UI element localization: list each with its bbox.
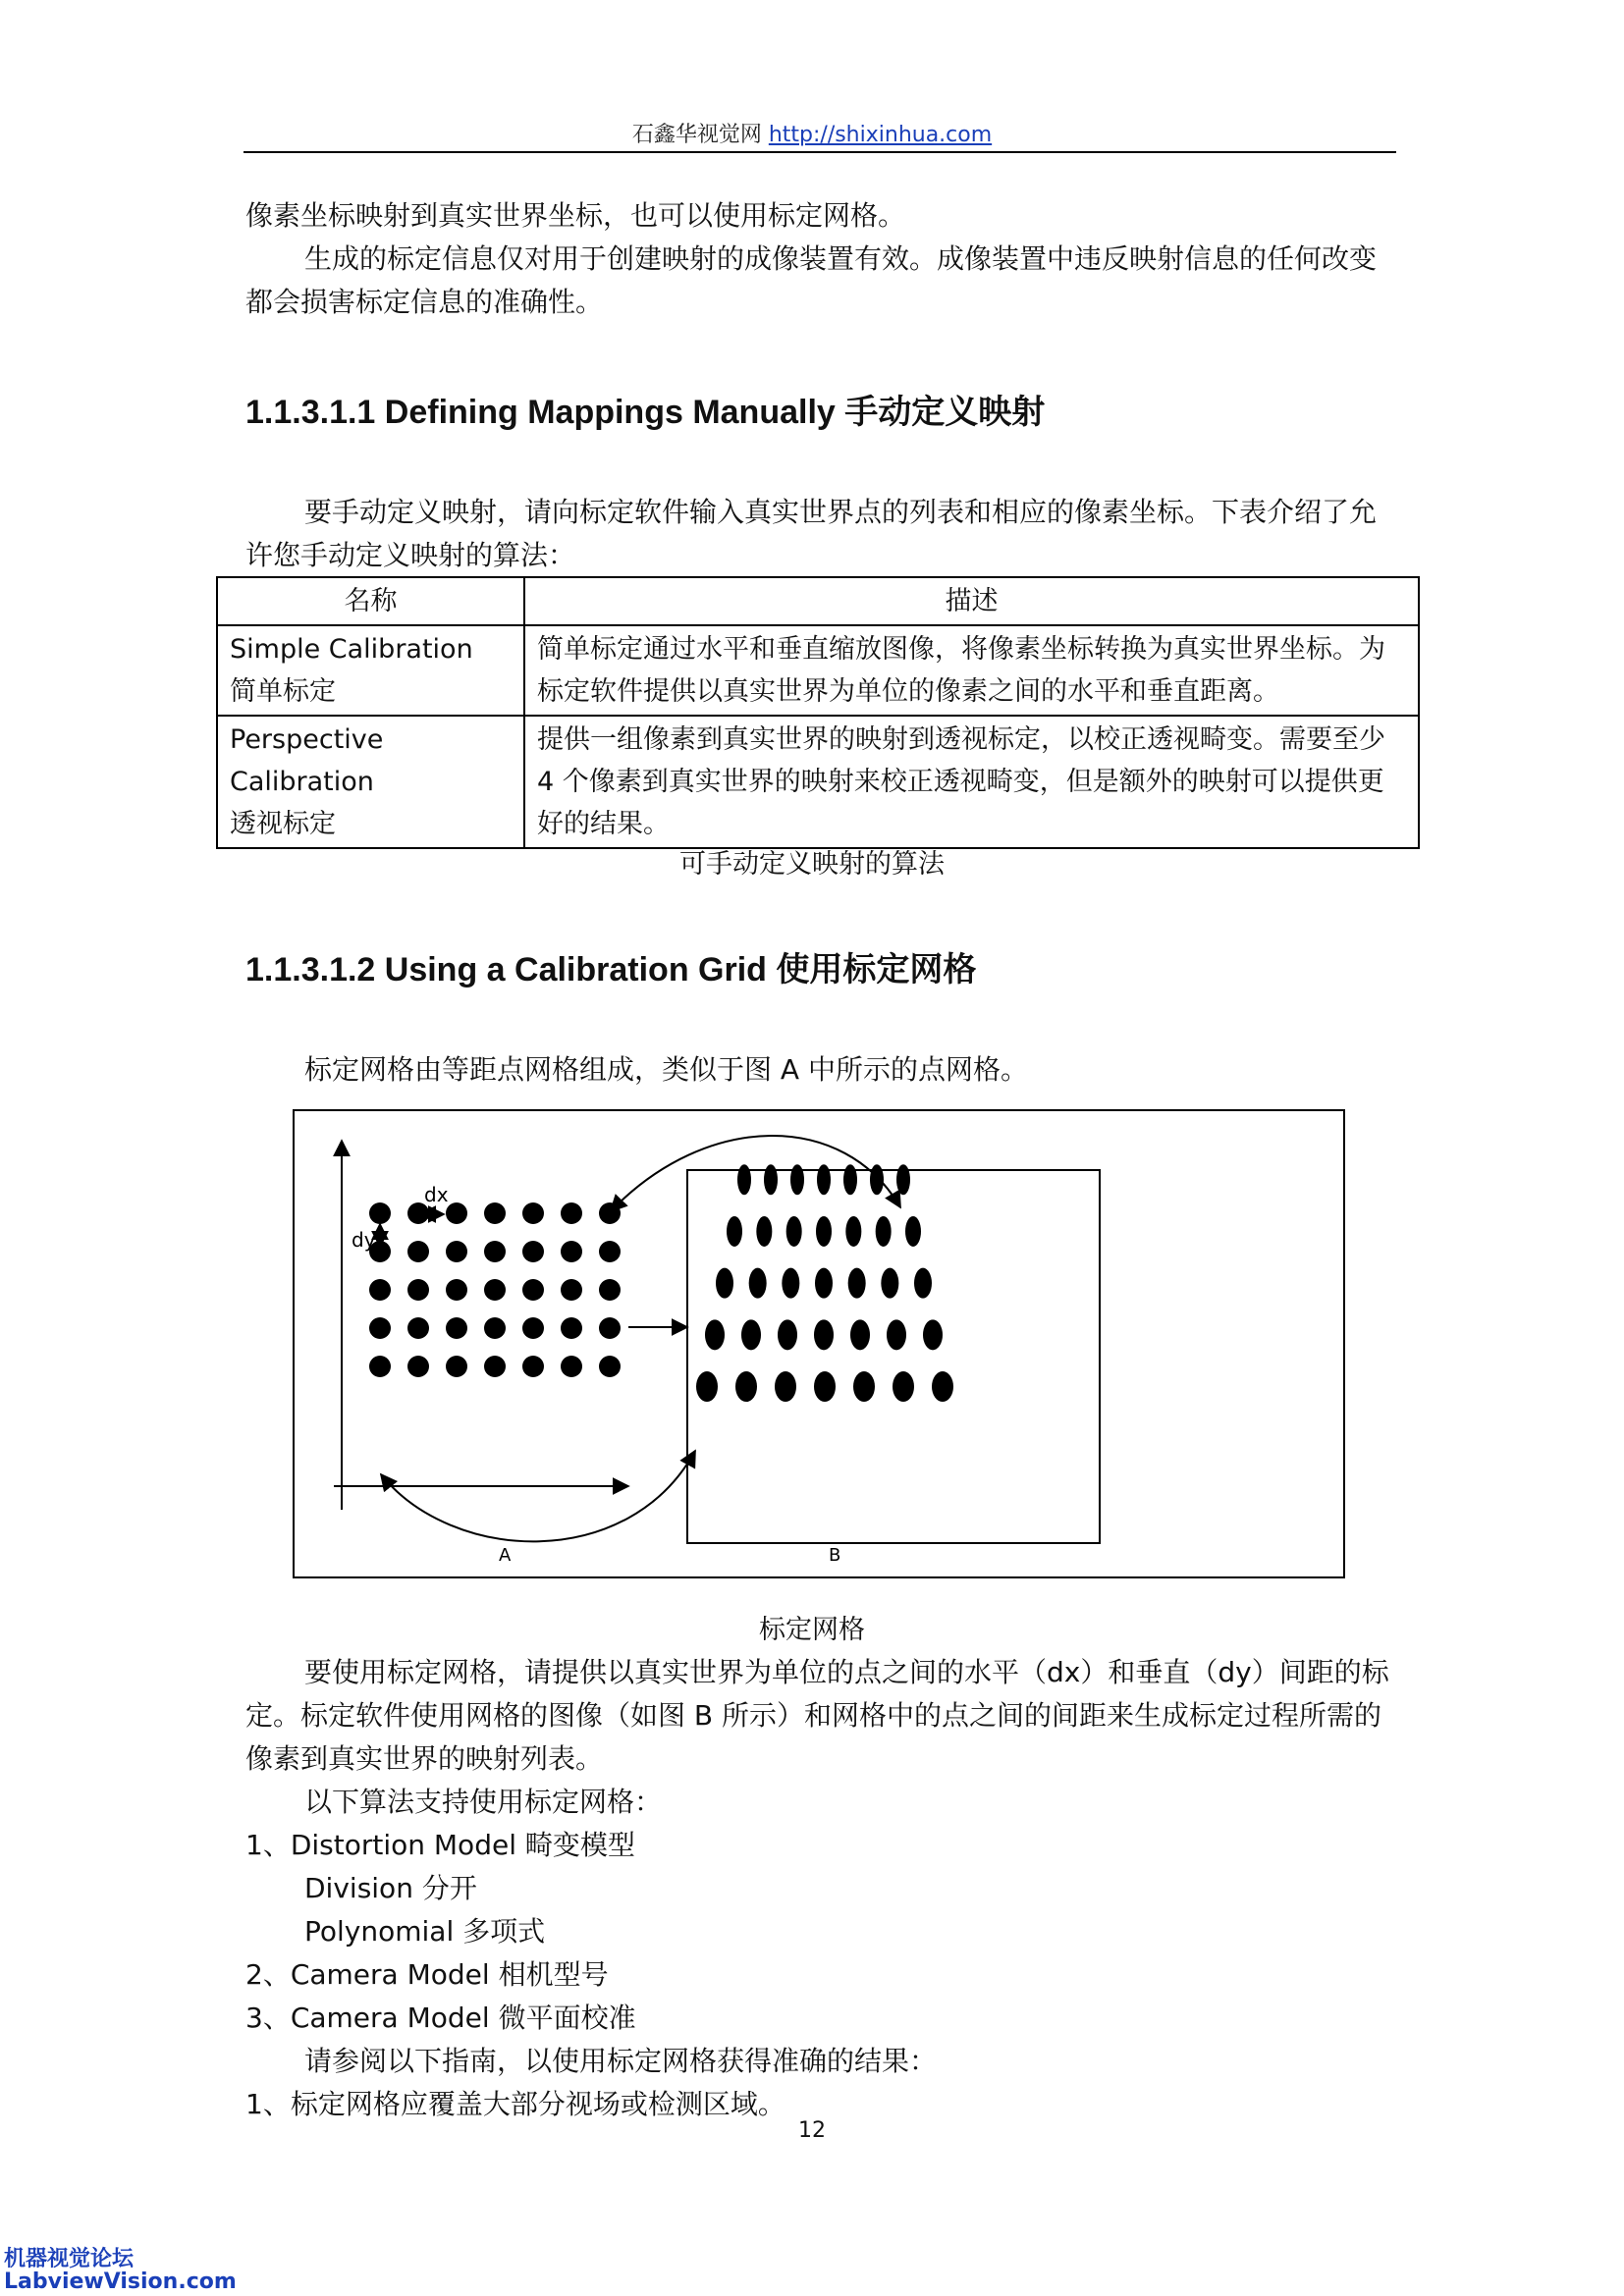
intro-paragraph: 生成的标定信息仅对用于创建映射的成像装置有效。成像装置中违反映射信息的任何改变都会损害标定信息的准确性。 bbox=[245, 242, 1378, 318]
grid-a-dot bbox=[522, 1241, 544, 1262]
grid-b-dot bbox=[893, 1371, 914, 1402]
grid-b-box bbox=[687, 1170, 1100, 1543]
grid-b-dot bbox=[817, 1164, 831, 1195]
algorithm-name-en: Simple Calibration bbox=[230, 634, 473, 665]
top-curve-arrow bbox=[611, 1136, 900, 1211]
grid-b-dot bbox=[816, 1216, 832, 1247]
table-caption: 可手动定义映射的算法 bbox=[679, 849, 945, 880]
grid-a-dot bbox=[561, 1202, 582, 1224]
grid-a-dot bbox=[407, 1317, 429, 1339]
grid-a-dot bbox=[522, 1356, 544, 1377]
algorithm-name-en: Perspective Calibration bbox=[230, 724, 384, 797]
grid-a-dot bbox=[484, 1241, 506, 1262]
grid-a-dot bbox=[407, 1279, 429, 1301]
grid-a-dot bbox=[561, 1317, 582, 1339]
table-header-name: 名称 bbox=[217, 577, 524, 625]
list-sub-item: Division 分开 bbox=[304, 1872, 477, 1904]
section-heading-manual-mapping: 1.1.3.1.1 Defining Mappings Manually 手动定义映射 bbox=[245, 394, 1046, 431]
header-rule bbox=[244, 151, 1396, 153]
grid-b-dot bbox=[814, 1319, 834, 1350]
list-item: 2、Camera Model 相机型号 bbox=[245, 1958, 609, 1991]
grid-b-dot bbox=[756, 1216, 772, 1247]
grid-b-dot bbox=[881, 1268, 898, 1299]
grid-a-dot bbox=[446, 1317, 467, 1339]
site-name: 石鑫华视觉网 bbox=[631, 123, 762, 147]
manual-mapping-paragraph: 要手动定义映射，请向标定软件输入真实世界点的列表和相应的像素坐标。下表介绍了允许您手动定义映射的算法： bbox=[245, 496, 1378, 571]
watermark-line-2: LabviewVision.com bbox=[4, 2269, 237, 2294]
grid-a-dot bbox=[522, 1279, 544, 1301]
figure-label-b: B bbox=[829, 1545, 841, 1566]
grid-b-dot bbox=[850, 1319, 870, 1350]
grid-a-dot bbox=[599, 1279, 621, 1301]
grid-a-dot bbox=[446, 1279, 467, 1301]
list-item: 3、Camera Model 微平面校准 bbox=[245, 2002, 636, 2034]
algorithm-table bbox=[216, 576, 1420, 849]
section-heading-calibration-grid: 1.1.3.1.2 Using a Calibration Grid 使用标定网格 bbox=[245, 951, 977, 988]
dx-label: dx bbox=[424, 1183, 449, 1206]
table-header-row bbox=[217, 577, 1419, 625]
table-cell-name bbox=[217, 625, 524, 716]
table-row bbox=[217, 716, 1419, 848]
table-cell-description: 简单标定通过水平和垂直缩放图像，将像素坐标转换为真实世界坐标。为标定软件提供以真实世界为单位的像素之间的水平和垂直距离。 bbox=[524, 625, 1419, 716]
calibration-grid-paragraph: 标定网格由等距点网格组成，类似于图 A 中所示的点网格。 bbox=[304, 1053, 1028, 1086]
watermark-line-1: 机器视觉论坛 bbox=[4, 2247, 135, 2271]
grid-a-dot bbox=[599, 1356, 621, 1377]
grid-b-dot bbox=[887, 1319, 906, 1350]
grid-a-dot bbox=[446, 1241, 467, 1262]
grid-b-dot bbox=[764, 1164, 778, 1195]
grid-b-dot bbox=[923, 1319, 943, 1350]
grid-a-dot bbox=[446, 1202, 467, 1224]
dot-grid-b bbox=[696, 1164, 953, 1402]
grid-a-dot bbox=[484, 1202, 506, 1224]
grid-b-dot bbox=[845, 1216, 861, 1247]
algorithm-name-zh: 透视标定 bbox=[230, 809, 336, 839]
grid-a-dot bbox=[484, 1356, 506, 1377]
dot-grid-a bbox=[369, 1202, 621, 1377]
grid-a-dot bbox=[369, 1202, 391, 1224]
grid-b-dot bbox=[749, 1268, 767, 1299]
intro-line: 像素坐标映射到真实世界坐标，也可以使用标定网格。 bbox=[245, 199, 906, 232]
guideline-item: 1、标定网格应覆盖大部分视场或检测区域。 bbox=[245, 2088, 785, 2120]
grid-b-dot bbox=[815, 1268, 833, 1299]
guidelines-intro: 请参阅以下指南，以使用标定网格获得准确的结果： bbox=[304, 2045, 938, 2077]
list-item: 1、Distortion Model 畸变模型 bbox=[245, 1829, 635, 1861]
grid-b-dot bbox=[705, 1319, 725, 1350]
grid-b-dot bbox=[716, 1268, 733, 1299]
grid-b-dot bbox=[735, 1371, 757, 1402]
grid-b-dot bbox=[843, 1164, 857, 1195]
table-cell-name bbox=[217, 716, 524, 848]
grid-a-dot bbox=[522, 1317, 544, 1339]
grid-b-dot bbox=[896, 1164, 910, 1195]
grid-b-dot bbox=[737, 1164, 751, 1195]
table-row bbox=[217, 625, 1419, 716]
bottom-curve-arrow bbox=[381, 1451, 695, 1541]
grid-a-dot bbox=[369, 1317, 391, 1339]
grid-a-dot bbox=[407, 1241, 429, 1262]
table-header-description: 描述 bbox=[524, 577, 1419, 625]
grid-a-dot bbox=[484, 1317, 506, 1339]
grid-b-dot bbox=[696, 1371, 718, 1402]
calibration-grid-usage-paragraph: 要使用标定网格，请提供以真实世界为单位的点之间的水平（dx）和垂直（dy）间距的标定。标定软件使用网格的图像（如图 B 所示）和网格中的点之间的间距来生成标定过程所需的像素到真实世界的映射列表。 bbox=[245, 1656, 1389, 1775]
page-header bbox=[0, 118, 1624, 148]
site-link[interactable]: http://shixinhua.com bbox=[768, 123, 993, 147]
grid-b-dot bbox=[848, 1268, 866, 1299]
grid-b-dot bbox=[786, 1216, 802, 1247]
grid-a-dot bbox=[446, 1356, 467, 1377]
grid-a-dot bbox=[369, 1279, 391, 1301]
grid-b-dot bbox=[932, 1371, 953, 1402]
list-sub-item: Polynomial 多项式 bbox=[304, 1915, 546, 1948]
grid-a-dot bbox=[599, 1241, 621, 1262]
grid-b-dot bbox=[790, 1164, 804, 1195]
figure-label-a: A bbox=[499, 1545, 512, 1566]
grid-b-dot bbox=[741, 1319, 761, 1350]
grid-a-dot bbox=[484, 1279, 506, 1301]
grid-a-dot bbox=[561, 1279, 582, 1301]
grid-a-dot bbox=[369, 1356, 391, 1377]
grid-b-dot bbox=[778, 1319, 797, 1350]
grid-a-dot bbox=[407, 1356, 429, 1377]
grid-b-dot bbox=[727, 1216, 742, 1247]
page-number: 12 bbox=[798, 2118, 826, 2143]
table-cell-description: 提供一组像素到真实世界的映射到透视标定，以校正透视畸变。需要至少 4 个像素到真实世界的映射来校正透视畸变，但是额外的映射可以提供更好的结果。 bbox=[524, 716, 1419, 848]
grid-b-dot bbox=[914, 1268, 932, 1299]
grid-a-dot bbox=[561, 1241, 582, 1262]
algorithm-name-zh: 简单标定 bbox=[230, 676, 336, 707]
grid-b-dot bbox=[853, 1371, 875, 1402]
grid-b-dot bbox=[782, 1268, 799, 1299]
grid-a-dot bbox=[599, 1317, 621, 1339]
grid-a-dot bbox=[561, 1356, 582, 1377]
dy-label: dy bbox=[352, 1228, 376, 1252]
supported-algorithms-intro: 以下算法支持使用标定网格： bbox=[304, 1786, 663, 1818]
calibration-grid-figure bbox=[293, 1109, 1345, 1578]
grid-a-dot bbox=[522, 1202, 544, 1224]
figure-drawing bbox=[295, 1111, 1343, 1576]
grid-b-dot bbox=[775, 1371, 796, 1402]
grid-b-dot bbox=[870, 1164, 884, 1195]
grid-b-dot bbox=[876, 1216, 892, 1247]
figure-caption: 标定网格 bbox=[759, 1615, 865, 1645]
grid-b-dot bbox=[905, 1216, 921, 1247]
grid-b-dot bbox=[814, 1371, 836, 1402]
